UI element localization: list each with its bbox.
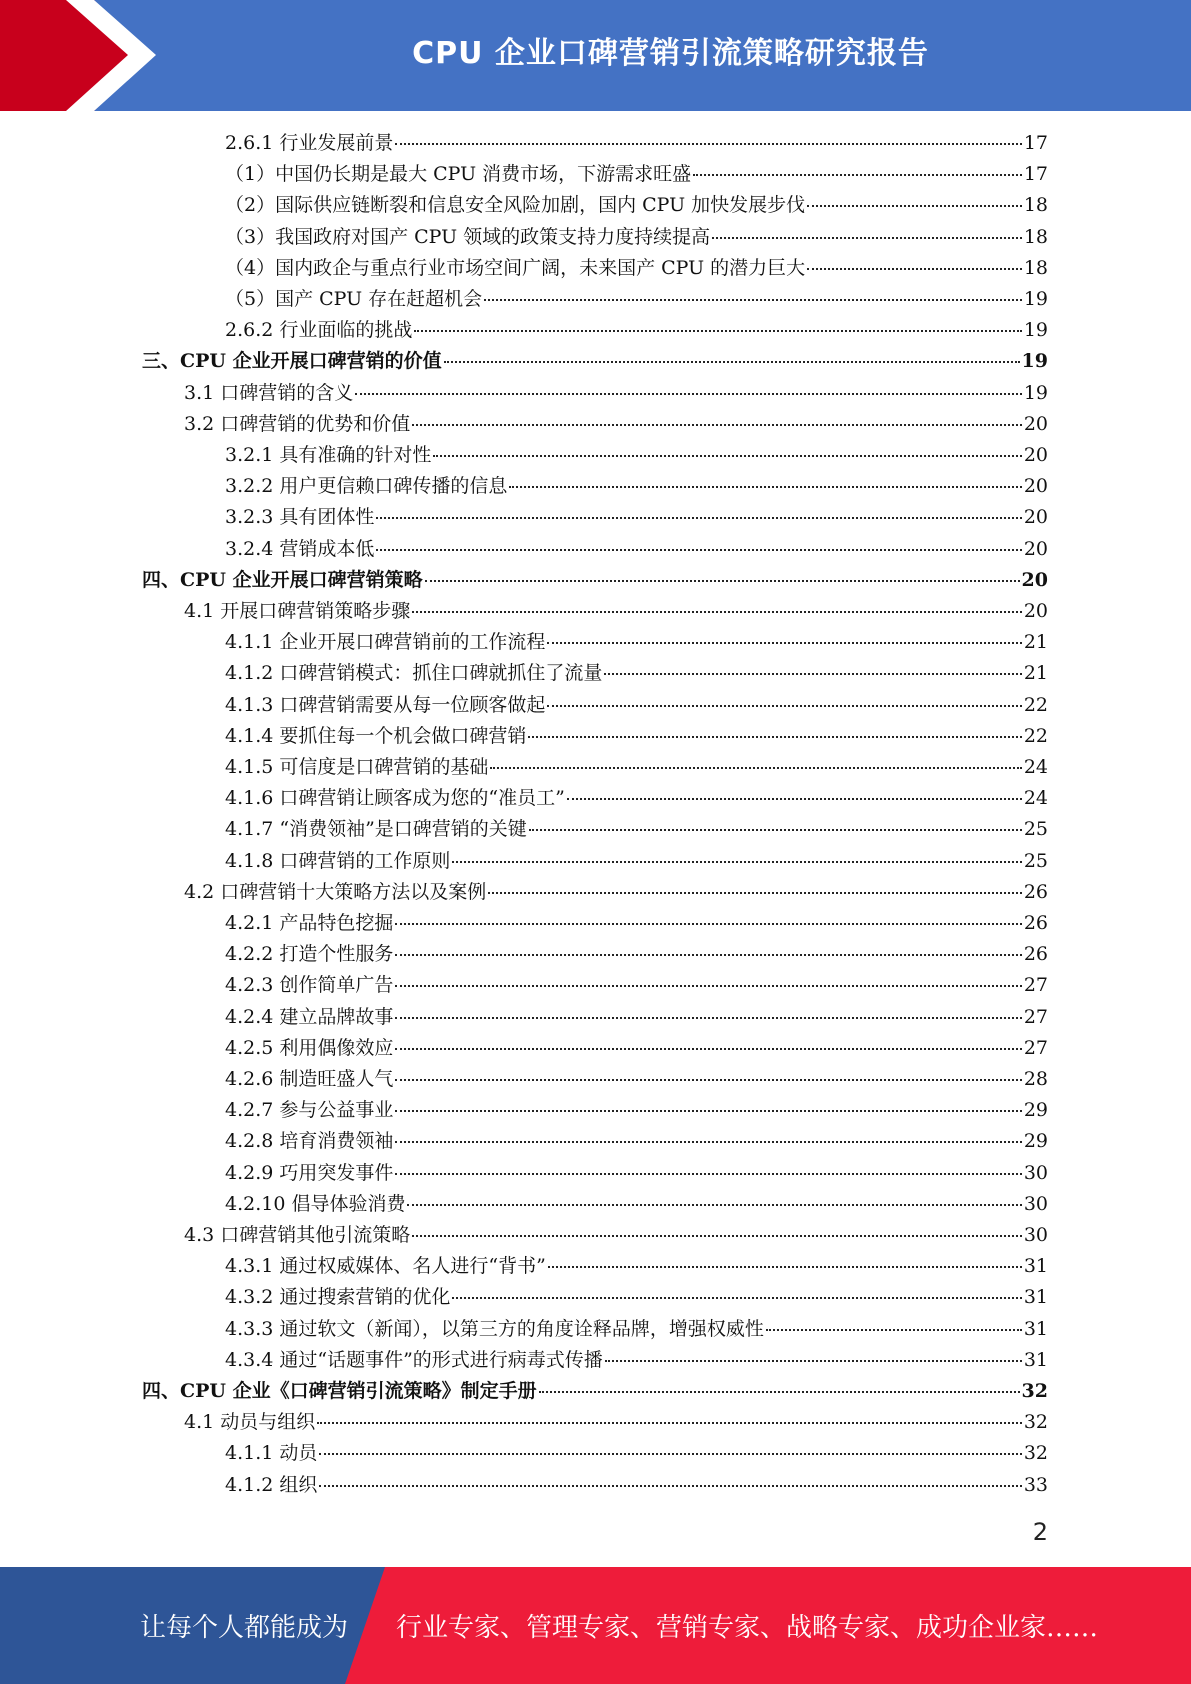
- toc-leader-dots: [317, 1422, 1022, 1424]
- page-header: [0, 0, 1191, 111]
- toc-entry-page: 27: [1023, 974, 1048, 997]
- toc-leader-dots: [319, 1453, 1021, 1455]
- toc-leader-dots: [712, 237, 1022, 239]
- toc-entry-page: 26: [1023, 943, 1048, 966]
- toc-entry-page: 27: [1023, 1036, 1048, 1059]
- toc-leader-dots: [548, 1266, 1022, 1268]
- toc-entry[interactable]: [225, 752, 1048, 783]
- toc-entry[interactable]: [225, 658, 1048, 689]
- toc-leader-dots: [395, 1079, 1021, 1081]
- toc-entry[interactable]: [225, 1158, 1048, 1189]
- toc-leader-dots: [355, 393, 1022, 395]
- toc-entry[interactable]: [225, 1251, 1048, 1282]
- toc-entry-page: 18: [1023, 225, 1048, 248]
- toc-entry-label: 4.1 开展口碑营销策略步骤: [184, 600, 411, 622]
- toc-entry-label: 4.1.8 口碑营销的工作原则: [225, 849, 451, 872]
- toc-entry-label: 4.2.3 创作简单广告: [225, 974, 394, 997]
- toc-entry[interactable]: [225, 690, 1048, 721]
- toc-entry[interactable]: [225, 1095, 1048, 1126]
- toc-leader-dots: [693, 174, 1022, 176]
- toc-entry[interactable]: [225, 1438, 1048, 1469]
- toc-entry[interactable]: [184, 596, 1048, 627]
- toc-entry[interactable]: [225, 315, 1048, 346]
- toc-entry-label: 4.2.2 打造个性服务: [225, 943, 394, 966]
- toc-leader-dots: [395, 985, 1021, 987]
- toc-entry-page: 17: [1023, 163, 1048, 186]
- toc-entry-page: 19: [1023, 381, 1048, 404]
- toc-entry-label: （2）国际供应链断裂和信息安全风险加剧，国内 CPU 加快发展步伐: [225, 194, 806, 217]
- toc-entry[interactable]: [225, 1470, 1048, 1501]
- toc-leader-dots: [528, 736, 1021, 738]
- toc-entry-label: 四、CPU 企业开展口碑营销策略: [142, 568, 423, 591]
- toc-entry-page: 22: [1023, 724, 1048, 747]
- toc-leader-dots: [414, 330, 1021, 332]
- toc-leader-dots: [490, 767, 1021, 769]
- toc-leader-dots: [807, 268, 1022, 270]
- toc-leader-dots: [395, 1017, 1021, 1019]
- toc-entry[interactable]: [225, 970, 1048, 1001]
- toc-entry[interactable]: [225, 908, 1048, 939]
- toc-leader-dots: [604, 673, 1021, 675]
- toc-entry-label: 4.2 口碑营销十大策略方法以及案例: [184, 880, 487, 903]
- toc-entry-label: 4.1.1 动员: [225, 1442, 318, 1465]
- toc-entry-label: 4.1.4 要抓住每一个机会做口碑营销: [225, 724, 527, 747]
- toc-leader-dots: [547, 642, 1021, 644]
- toc-entry-page: 21: [1023, 631, 1048, 654]
- toc-entry-label: 2.6.1 行业发展前景: [225, 132, 394, 154]
- toc-entry[interactable]: [142, 565, 1048, 596]
- toc-entry-label: 3.1 口碑营销的含义: [184, 381, 354, 404]
- toc-entry-page: 31: [1023, 1255, 1048, 1278]
- toc-leader-dots: [488, 892, 1022, 894]
- toc-entry-page: 31: [1023, 1286, 1048, 1309]
- toc-entry[interactable]: [225, 128, 1048, 159]
- toc-entry[interactable]: [225, 814, 1048, 845]
- toc-entry-label: 3.2.2 用户更信赖口碑传播的信息: [225, 475, 508, 498]
- toc-entry-label: 4.1.1 企业开展口碑营销前的工作流程: [225, 631, 546, 654]
- toc-leader-dots: [452, 1297, 1021, 1299]
- toc-entry-page: 30: [1023, 1192, 1048, 1215]
- toc-entry[interactable]: [225, 783, 1048, 814]
- toc-entry-label: （1）中国仍长期是最大 CPU 消费市场，下游需求旺盛: [225, 163, 692, 186]
- toc-entry-label: 3.2.3 具有团体性: [225, 506, 375, 529]
- toc-entry-label: 4.3.1 通过权威媒体、名人进行“背书”: [225, 1255, 546, 1278]
- toc-leader-dots: [376, 549, 1021, 551]
- toc-entry-label: 4.3.4 通过“话题事件”的形式进行病毒式传播: [225, 1348, 603, 1371]
- toc-entry-page: 20: [1023, 537, 1048, 560]
- page-footer: [0, 1567, 1191, 1684]
- toc-entry-label: 4.1.2 口碑营销模式：抓住口碑就抓住了流量: [225, 662, 603, 685]
- toc-entry[interactable]: [225, 534, 1048, 565]
- toc-entry-label: 4.3.3 通过软文（新闻），以第三方的角度诠释品牌，增强权威性: [225, 1317, 764, 1340]
- toc-entry-page: 29: [1023, 1130, 1048, 1153]
- toc-entry[interactable]: [225, 190, 1048, 221]
- toc-entry-page: 20: [1021, 568, 1048, 591]
- toc-entry-page: 20: [1023, 600, 1048, 622]
- toc-leader-dots: [547, 705, 1021, 707]
- toc-entry[interactable]: [225, 1064, 1048, 1095]
- toc-entry-label: （3）我国政府对国产 CPU 领域的政策支持力度持续提高: [225, 225, 711, 248]
- toc-leader-dots: [807, 205, 1022, 207]
- toc-entry-label: 4.1 动员与组织: [184, 1411, 316, 1434]
- toc-leader-dots: [766, 1329, 1022, 1331]
- toc-leader-dots: [567, 798, 1022, 800]
- toc-leader-dots: [395, 1110, 1021, 1112]
- toc-entry-page: 19: [1023, 288, 1048, 310]
- toc-entry-page: 20: [1023, 506, 1048, 529]
- toc-leader-dots: [395, 1048, 1021, 1050]
- toc-entry-label: 4.1.5 可信度是口碑营销的基础: [225, 756, 489, 778]
- toc-entry-page: 19: [1023, 319, 1048, 342]
- toc-entry-page: 32: [1023, 1411, 1048, 1434]
- toc-entry[interactable]: [225, 222, 1048, 253]
- toc-entry[interactable]: [184, 1407, 1048, 1438]
- toc-leader-dots: [412, 424, 1022, 426]
- toc-entry-page: 33: [1023, 1473, 1048, 1496]
- toc-leader-dots: [395, 923, 1021, 925]
- toc-entry[interactable]: [225, 502, 1048, 533]
- toc-entry[interactable]: [225, 846, 1048, 877]
- toc-entry[interactable]: [184, 877, 1048, 908]
- toc-entry-page: 27: [1023, 1005, 1048, 1028]
- toc-leader-dots: [395, 143, 1021, 145]
- toc-entry-page: 18: [1023, 256, 1048, 279]
- toc-entry-page: 20: [1023, 444, 1048, 466]
- toc-entry-label: 4.1.2 组织: [225, 1473, 318, 1496]
- toc-entry-page: 26: [1023, 912, 1048, 934]
- toc-entry[interactable]: [225, 1033, 1048, 1064]
- toc-leader-dots: [509, 486, 1021, 488]
- toc-entry[interactable]: [225, 1282, 1048, 1313]
- toc-leader-dots: [395, 954, 1021, 956]
- toc-leader-dots: [433, 455, 1021, 457]
- toc-entry-page: 25: [1023, 818, 1048, 841]
- toc-entry[interactable]: [225, 627, 1048, 658]
- toc-leader-dots: [407, 1204, 1021, 1206]
- toc-entry-label: 4.1.6 口碑营销让顾客成为您的“准员工”: [225, 787, 565, 810]
- toc-entry-label: 4.2.10 倡导体验消费: [225, 1192, 406, 1215]
- toc-entry-label: 4.3.2 通过搜索营销的优化: [225, 1286, 451, 1309]
- toc-entry-page: 31: [1023, 1317, 1048, 1340]
- toc-entry[interactable]: [184, 378, 1048, 409]
- toc-entry-page: 19: [1021, 350, 1048, 373]
- toc-entry-page: 26: [1023, 880, 1048, 903]
- toc-entry[interactable]: [225, 1314, 1048, 1345]
- toc-entry-page: 30: [1023, 1224, 1048, 1246]
- toc-entry[interactable]: [225, 471, 1048, 502]
- toc-entry-label: 4.3 口碑营销其他引流策略: [184, 1224, 411, 1246]
- page-number: 2: [1032, 1518, 1048, 1546]
- toc-entry-label: 4.2.4 建立品牌故事: [225, 1005, 394, 1028]
- toc-entry-label: （5）国产 CPU 存在赶超机会: [225, 288, 483, 310]
- toc-entry[interactable]: [142, 1376, 1048, 1407]
- toc-entry[interactable]: [225, 253, 1048, 284]
- toc-entry[interactable]: [225, 1345, 1048, 1376]
- toc-entry[interactable]: [225, 1126, 1048, 1157]
- toc-leader-dots: [529, 829, 1022, 831]
- toc-entry[interactable]: [142, 346, 1048, 377]
- toc-entry-page: 29: [1023, 1099, 1048, 1122]
- toc-entry-page: 32: [1021, 1380, 1048, 1402]
- toc-entry-page: 25: [1023, 849, 1048, 872]
- toc-entry[interactable]: [225, 721, 1048, 752]
- toc-entry-label: 3.2.4 营销成本低: [225, 537, 375, 560]
- toc-entry-label: 4.2.6 制造旺盛人气: [225, 1068, 394, 1090]
- toc-entry[interactable]: [225, 1189, 1048, 1220]
- toc-entry-label: 4.1.7 “消费领袖”是口碑营销的关键: [225, 818, 527, 841]
- toc-entry-label: 4.1.3 口碑营销需要从每一位顾客做起: [225, 693, 546, 716]
- toc-leader-dots: [425, 580, 1020, 582]
- toc-entry-label: 2.6.2 行业面临的挑战: [225, 319, 413, 342]
- toc-entry-label: 3.2.1 具有准确的针对性: [225, 444, 432, 466]
- toc-entry-label: 三、CPU 企业开展口碑营销的价值: [142, 350, 442, 373]
- toc-entry-page: 31: [1023, 1348, 1048, 1371]
- toc-entry-page: 22: [1023, 693, 1048, 716]
- toc-entry-page: 24: [1023, 787, 1048, 810]
- toc-entry-label: 4.2.7 参与公益事业: [225, 1099, 394, 1122]
- toc-entry-page: 18: [1023, 194, 1048, 217]
- toc-leader-dots: [444, 361, 1020, 363]
- toc-entry[interactable]: [225, 284, 1048, 315]
- toc-entry-label: 4.2.1 产品特色挖掘: [225, 912, 394, 934]
- toc-entry-page: 20: [1023, 475, 1048, 498]
- toc-leader-dots: [319, 1485, 1021, 1487]
- toc-entry-label: 四、CPU 企业《口碑营销引流策略》制定手册: [142, 1380, 537, 1402]
- toc-entry[interactable]: [184, 409, 1048, 440]
- toc-leader-dots: [605, 1360, 1022, 1362]
- toc-entry-page: 21: [1023, 662, 1048, 685]
- toc-entry-label: 4.2.8 培育消费领袖: [225, 1130, 394, 1153]
- toc-leader-dots: [539, 1391, 1020, 1393]
- toc-entry-page: 17: [1023, 132, 1048, 154]
- toc-entry-label: 4.2.5 利用偶像效应: [225, 1036, 394, 1059]
- toc-leader-dots: [376, 517, 1021, 519]
- document-title: CPU 企业口碑营销引流策略研究报告: [412, 36, 929, 71]
- toc-entry-label: （4）国内政企与重点行业市场空间广阔，未来国产 CPU 的潜力巨大: [225, 256, 806, 279]
- toc-entry-page: 32: [1023, 1442, 1048, 1465]
- toc-entry[interactable]: [225, 1002, 1048, 1033]
- toc-entry[interactable]: [184, 1220, 1048, 1251]
- toc-entry-label: 4.2.9 巧用突发事件: [225, 1161, 394, 1184]
- toc-entry[interactable]: [225, 939, 1048, 970]
- toc-entry-page: 28: [1023, 1068, 1048, 1090]
- toc-entry[interactable]: [225, 159, 1048, 190]
- toc-entry-label: 3.2 口碑营销的优势和价值: [184, 412, 411, 435]
- toc-entry[interactable]: [225, 440, 1048, 471]
- toc-leader-dots: [412, 611, 1022, 613]
- toc-leader-dots: [412, 1235, 1022, 1237]
- toc-leader-dots: [395, 1173, 1021, 1175]
- toc-entry-page: 24: [1023, 756, 1048, 778]
- toc-entry-page: 20: [1023, 412, 1048, 435]
- toc-leader-dots: [452, 861, 1021, 863]
- toc-entry-page: 30: [1023, 1161, 1048, 1184]
- footer-slogan-left: 让每个人都能成为: [140, 1613, 349, 1643]
- toc-leader-dots: [395, 1141, 1021, 1143]
- footer-slogan-right: 行业专家、管理专家、营销专家、战略专家、成功企业家……: [396, 1613, 1099, 1643]
- toc-leader-dots: [484, 299, 1022, 301]
